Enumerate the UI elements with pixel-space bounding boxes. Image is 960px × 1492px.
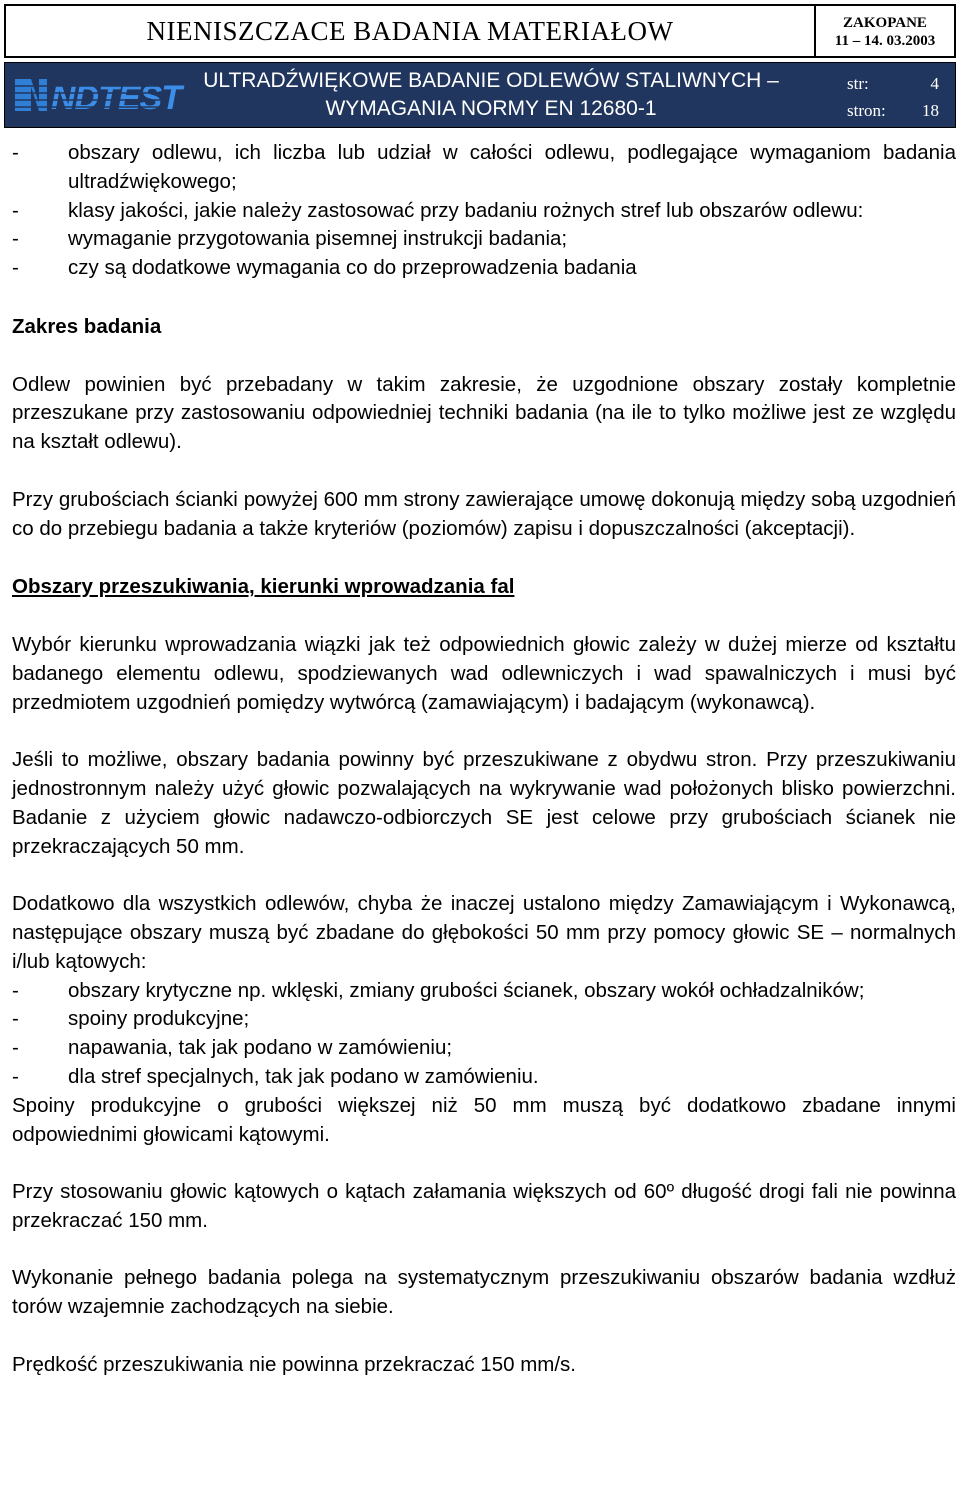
list-item-text: wymaganie przygotowania pisemnej instrukcji badania; xyxy=(68,227,568,251)
list-item-text: obszary odlewu, ich liczba lub udział w całości odlewu, podlegające wymaganiom badania ultradźwiękowego; xyxy=(68,141,956,193)
paragraph: Wybór kierunku wprowadzania wiązki jak też odpowiednich głowic zależy w dużej mierze od kształtu badanego elementu odlewu, spodziewanych wad odlewniczych i wad spawalniczych i musi być przedmiotem uzgodnień pomiędzy wytwórcą (zamawiającym) i badającym (wykonawcą). xyxy=(12,632,956,714)
list-dash: - xyxy=(12,978,19,1002)
subtitle-line-1: ULTRADŹWIĘKOWE BADANIE ODLEWÓW STALIWNYCH – xyxy=(203,69,779,92)
areas-list xyxy=(12,977,956,1092)
paragraph: Dodatkowo dla wszystkich odlewów, chyba że inaczej ustalono między Zamawiającym i Wykonawcą, następujące obszary muszą być zbadane do głębokości 50 mm przy pomocy głowic SE – normalnych i/lub kątowych: xyxy=(12,892,956,973)
list-dash: - xyxy=(12,141,19,164)
list-item xyxy=(12,1005,956,1034)
event-dates: 11 – 14. 03.2003 xyxy=(834,33,936,49)
list-item-text: dla stref specjalnych, tak jak podano w zamówieniu. xyxy=(68,1064,539,1088)
page-label: str: xyxy=(847,74,869,93)
document-title: NIENISZCZACE BADANIA MATERIAŁOW xyxy=(4,4,816,58)
list-item xyxy=(12,197,956,226)
paragraph: Odlew powinien być przebadany w takim zakresie, że uzgodnione obszary zostały kompletnie przeszukane przy zastosowaniu odpowiedniej techniki badania (na ile to tylko możliwe jest ze względu na kształt odlewu). xyxy=(12,372,956,454)
list-item-text: obszary krytyczne np. wklęski, zmiany grubości ścianek, obszary wokół ochładzalników; xyxy=(68,978,865,1002)
list-dash: - xyxy=(12,227,19,251)
list-dash: - xyxy=(12,1036,19,1060)
event-info xyxy=(816,4,956,58)
paragraph: Jeśli to możliwe, obszary badania powinny być przeszukiwane z obydwu stron. Przy przeszukiwaniu jednostronnym należy użyć głowic pozwalających na wykrywanie wad położonych blisko powierzchni. Badanie z użyciem głowic nadawczo-odbiorczych SE jest celowe przy grubościach ścianek nie przekraczających 50 mm. xyxy=(12,748,956,858)
list-item-text: spoiny produkcyjne; xyxy=(68,1007,250,1031)
page-header xyxy=(4,4,956,128)
list-item xyxy=(12,139,956,197)
event-location: ZAKOPANE xyxy=(843,15,927,31)
section-heading-areas: Obszary przeszukiwania, kierunki wprowadzania fal xyxy=(12,575,515,599)
list-dash: - xyxy=(12,256,19,280)
requirements-list xyxy=(12,139,956,283)
paragraph: Spoiny produkcyjne o grubości większej niż 50 mm muszą być dodatkowo zbadane innymi odpowiednimi głowicami kątowymi. xyxy=(12,1093,956,1146)
list-dash: - xyxy=(12,198,19,222)
ndtest-logo xyxy=(11,73,181,117)
paragraph: Przy stosowaniu głowic kątowych o kątach załamania większych od 60º długość drogi fali nie powinna przekraczać 150 mm. xyxy=(12,1180,956,1232)
document-body xyxy=(12,139,956,1380)
section-heading-scope: Zakres badania xyxy=(12,314,162,338)
page-number-row xyxy=(847,72,947,96)
page-total-row xyxy=(847,99,947,123)
list-item-text: czy są dodatkowe wymagania co do przeprowadzenia badania xyxy=(68,256,637,280)
list-item xyxy=(12,1063,956,1092)
list-dash: - xyxy=(12,1007,19,1031)
list-item xyxy=(12,977,956,1006)
paragraph: Wykonanie pełnego badania polega na systematycznym przeszukiwaniu obszarów badania wzdłuż torów wzajemnie zachodzących na siebie. xyxy=(12,1266,956,1319)
list-dash: - xyxy=(12,1064,19,1088)
pages-label: stron: xyxy=(847,101,886,120)
list-item xyxy=(12,225,956,254)
list-item xyxy=(12,1034,956,1063)
list-item-text: klasy jakości, jakie należy zastosować przy badaniu rożnych stref lub obszarów odlewu: xyxy=(68,198,864,222)
list-item xyxy=(12,254,956,283)
logo-text: NDTEST xyxy=(51,79,181,117)
document-subtitle xyxy=(171,67,811,123)
paragraph: Prędkość przeszukiwania nie powinna przekraczać 150 mm/s. xyxy=(12,1352,577,1376)
page-number: 4 xyxy=(930,74,939,93)
page-counter xyxy=(817,63,955,127)
subtitle-line-2: WYMAGANIA NORMY EN 12680-1 xyxy=(325,97,657,120)
header-bar xyxy=(4,62,956,128)
list-item-text: napawania, tak jak podano w zamówieniu; xyxy=(68,1036,453,1060)
paragraph: Przy grubościach ścianki powyżej 600 mm strony zawierające umowę dokonują między sobą uzgodnień co do przebiegu badania a także kryteriów (poziomów) zapisu i dopuszczalności (akceptacji). xyxy=(12,487,956,540)
page-total: 18 xyxy=(922,101,939,120)
